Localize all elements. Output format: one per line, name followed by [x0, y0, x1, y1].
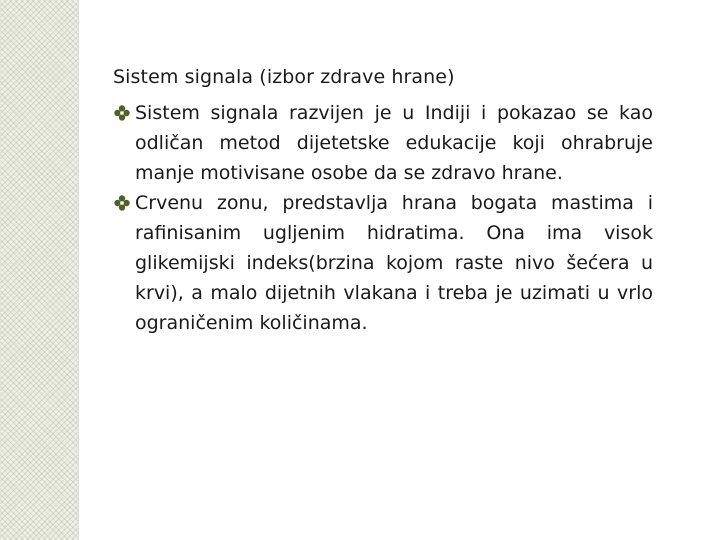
bullet-text: Sistem signala razvijen je u Indiji i pokazao se kao odličan metod dijetetske edukacije koji ohrabruje manje motivisane osobe da se zdravo hrane. — [135, 102, 653, 184]
bullet-item — [113, 98, 653, 188]
slide-title: Sistem signala (izbor zdrave hrane) — [113, 66, 455, 88]
diamond-bullet-icon — [113, 188, 135, 218]
slide-content — [113, 62, 653, 338]
decorative-side-pattern — [0, 0, 79, 540]
diamond-bullet-icon — [113, 98, 135, 128]
bullet-text: Crvenu zonu, predstavlja hrana bogata mastima i rafinisanim ugljenim hidratima. Ona ima visok glikemijski indeks(brzina kojom raste nivo šećera u krvi), a malo dijetnih vlakana i treba je uzimati u vrlo ograničenim količinama. — [135, 192, 653, 334]
bullet-item — [113, 188, 653, 338]
